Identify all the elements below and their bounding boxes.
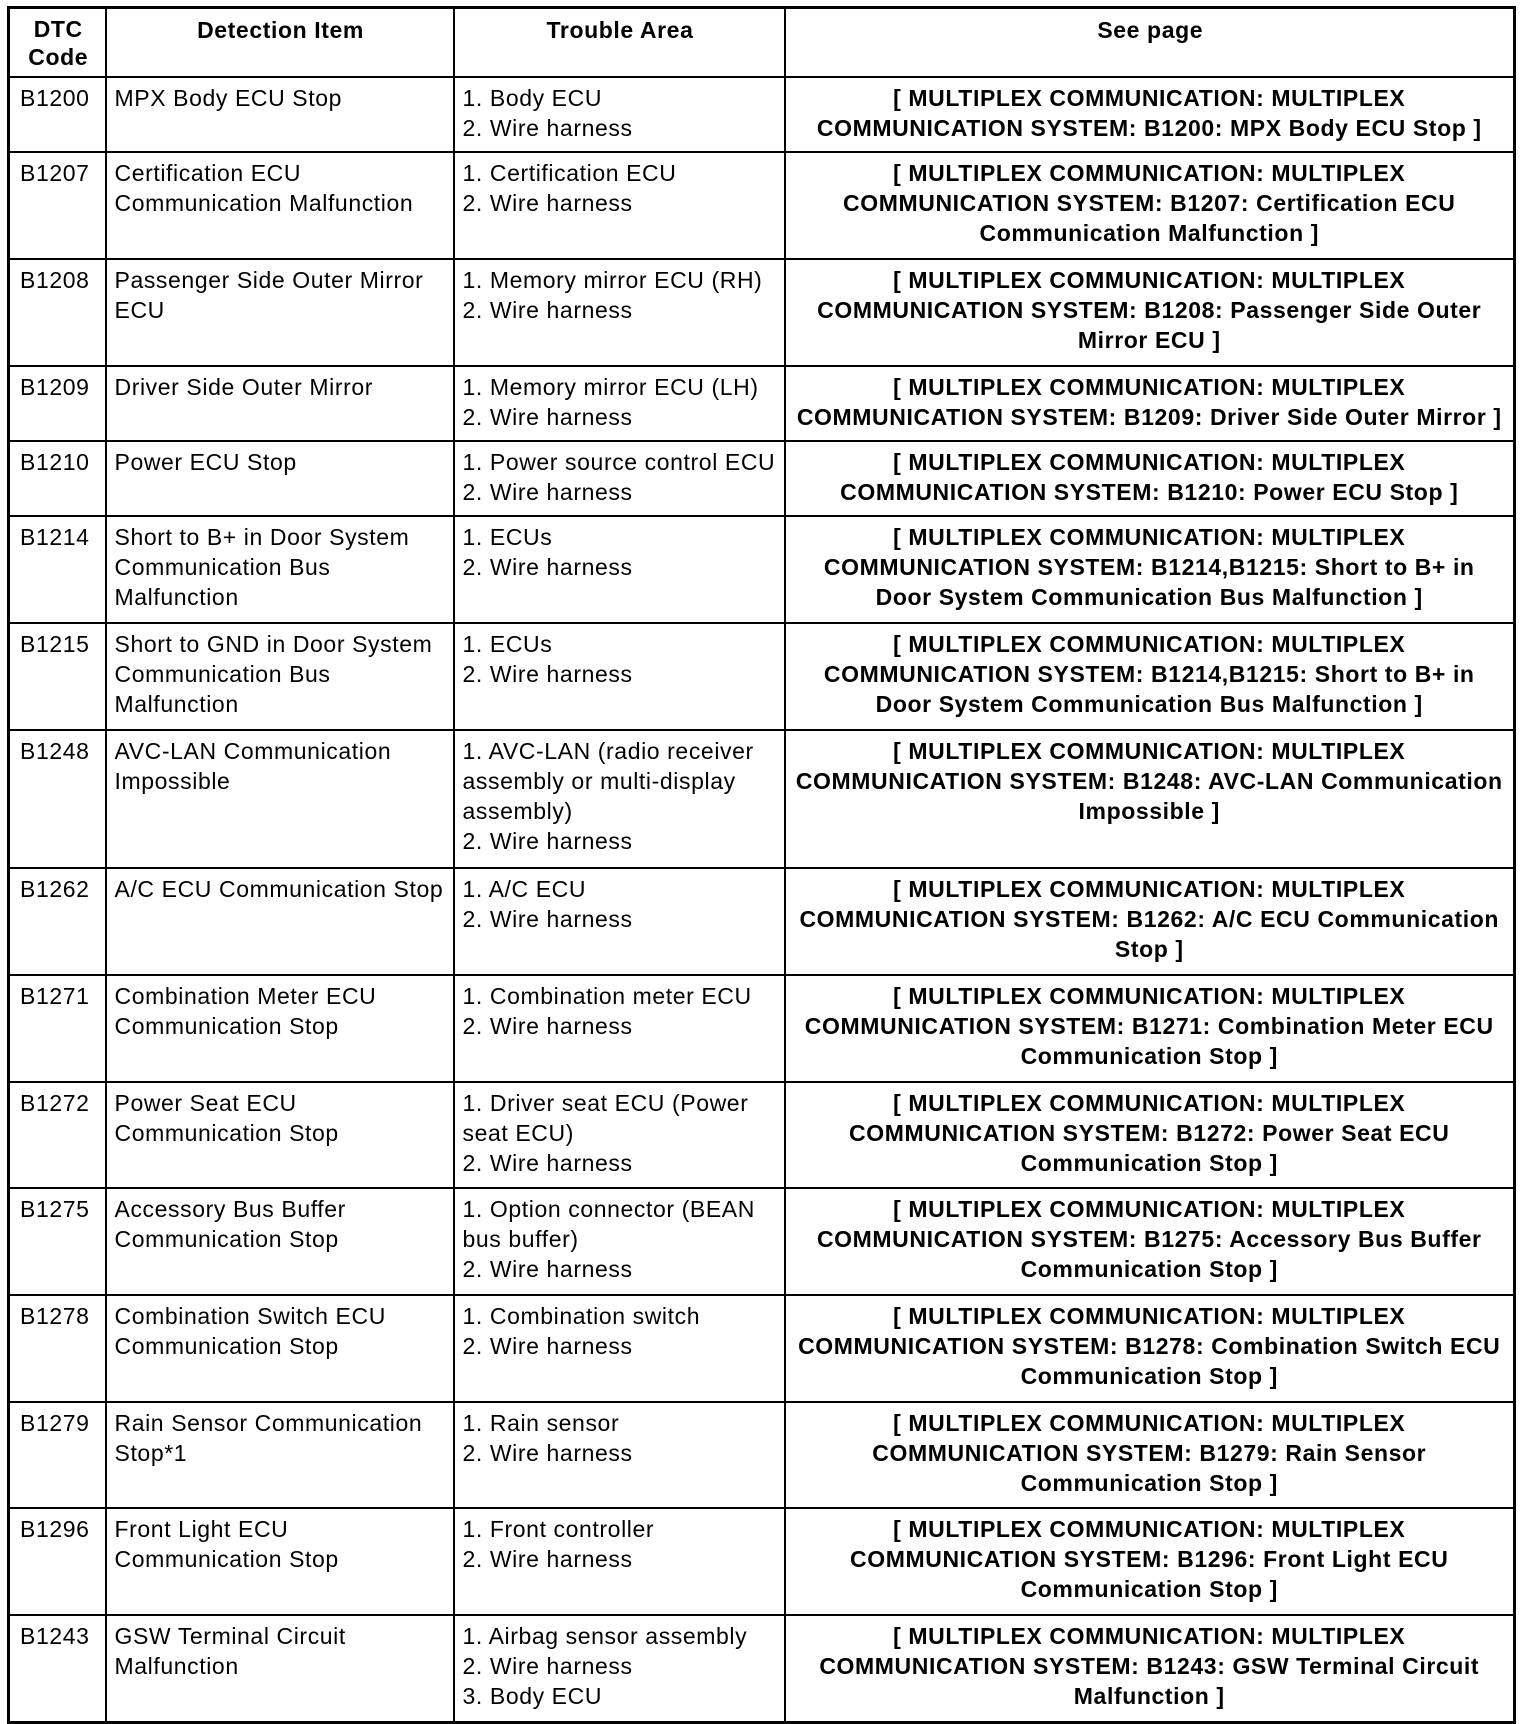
trouble-area-cell <box>454 1082 785 1189</box>
dtc-code-cell: B1210 <box>9 441 106 516</box>
see-page-link[interactable]: [ MULTIPLEX COMMUNICATION: MULTIPLEX COMMUNICATION SYSTEM: B1208: Passenger Side Outer Mirror ECU ] <box>785 259 1515 366</box>
detection-item-cell: Accessory Bus Buffer Communication Stop <box>106 1188 454 1295</box>
table-row <box>9 1082 1515 1189</box>
header-see-page: See page <box>785 8 1515 78</box>
trouble-area-line: 1. A/C ECU <box>462 876 587 903</box>
trouble-area-line: 1. Driver seat ECU (Power seat ECU) <box>462 1089 749 1146</box>
trouble-area-line: 1. Body ECU <box>462 85 603 111</box>
trouble-area-line: 3. Body ECU <box>462 1683 603 1710</box>
dtc-code-cell: B1207 <box>9 152 106 259</box>
see-page-link[interactable]: [ MULTIPLEX COMMUNICATION: MULTIPLEX COMMUNICATION SYSTEM: B1271: Combination Meter ECU Communication Stop ] <box>785 975 1515 1082</box>
detection-item-cell: Combination Switch ECU Communication Stop <box>106 1295 454 1402</box>
trouble-area-line: 2. Wire harness <box>462 906 633 933</box>
trouble-area-cell <box>454 1615 785 1722</box>
dtc-code-cell: B1248 <box>9 730 106 868</box>
dtc-code-cell: B1200 <box>9 77 106 152</box>
trouble-area-line: 1. AVC-LAN (radio receiver assembly or multi-display assembly) <box>462 737 754 824</box>
see-page-link[interactable]: [ MULTIPLEX COMMUNICATION: MULTIPLEX COMMUNICATION SYSTEM: B1262: A/C ECU Communication Stop ] <box>785 868 1515 975</box>
detection-item-cell: Certification ECU Communication Malfunction <box>106 152 454 259</box>
trouble-area-line: 1. Memory mirror ECU (LH) <box>462 373 759 400</box>
table-row <box>9 152 1515 259</box>
dtc-code-cell: B1262 <box>9 868 106 975</box>
trouble-area-cell <box>454 868 785 975</box>
dtc-code-cell: B1296 <box>9 1508 106 1615</box>
see-page-link[interactable]: [ MULTIPLEX COMMUNICATION: MULTIPLEX COMMUNICATION SYSTEM: B1272: Power Seat ECU Communication Stop ] <box>785 1082 1515 1189</box>
table-row <box>9 975 1515 1082</box>
trouble-area-line: 2. Wire harness <box>462 1653 633 1680</box>
detection-item-cell: Rain Sensor Communication Stop*1 <box>106 1402 454 1509</box>
detection-item-cell: Short to B+ in Door System Communication Bus Malfunction <box>106 516 454 623</box>
trouble-area-line: 2. Wire harness <box>462 1332 633 1359</box>
header-row <box>9 8 1515 78</box>
trouble-area-line: 1. Combination meter ECU <box>462 982 752 1009</box>
trouble-area-line: 1. Option connector (BEAN bus buffer) <box>462 1196 755 1253</box>
trouble-area-line: 1. Power source control ECU <box>462 449 776 476</box>
trouble-area-line: 1. Memory mirror ECU (RH) <box>462 267 763 294</box>
trouble-area-line: 2. Wire harness <box>462 1439 633 1466</box>
trouble-area-line: 2. Wire harness <box>462 1149 633 1176</box>
table-body <box>9 77 1515 1723</box>
trouble-area-cell <box>454 1188 785 1295</box>
trouble-area-cell <box>454 259 785 366</box>
trouble-area-cell <box>454 1295 785 1402</box>
table-row <box>9 730 1515 868</box>
dtc-code-cell: B1279 <box>9 1402 106 1509</box>
dtc-code-cell: B1275 <box>9 1188 106 1295</box>
detection-item-cell: Passenger Side Outer Mirror ECU <box>106 259 454 366</box>
table-row <box>9 1295 1515 1402</box>
detection-item-cell: AVC-LAN Communication Impossible <box>106 730 454 868</box>
trouble-area-line: 1. Rain sensor <box>462 1409 620 1436</box>
trouble-area-cell <box>454 441 785 516</box>
detection-item-cell: Power Seat ECU Communication Stop <box>106 1082 454 1189</box>
see-page-link[interactable]: [ MULTIPLEX COMMUNICATION: MULTIPLEX COMMUNICATION SYSTEM: B1207: Certification ECU Communication Malfunction ] <box>785 152 1515 259</box>
trouble-area-line: 1. ECUs <box>462 524 553 551</box>
see-page-link[interactable]: [ MULTIPLEX COMMUNICATION: MULTIPLEX COMMUNICATION SYSTEM: B1214,B1215: Short to B+ in Door System Communication Bus Malfunction ] <box>785 516 1515 623</box>
see-page-link[interactable]: [ MULTIPLEX COMMUNICATION: MULTIPLEX COMMUNICATION SYSTEM: B1275: Accessory Bus Buffer Communication Stop ] <box>785 1188 1515 1295</box>
dtc-table <box>7 6 1516 1724</box>
table-row <box>9 441 1515 516</box>
table-row <box>9 623 1515 730</box>
table-row <box>9 1188 1515 1295</box>
trouble-area-line: 2. Wire harness <box>462 1256 633 1283</box>
trouble-area-line: 1. Certification ECU <box>462 160 677 187</box>
table-row <box>9 516 1515 623</box>
dtc-code-cell: B1209 <box>9 366 106 441</box>
trouble-area-cell <box>454 1402 785 1509</box>
dtc-code-cell: B1272 <box>9 1082 106 1189</box>
header-dtc-code: DTC Code <box>9 8 106 78</box>
trouble-area-line: 2. Wire harness <box>462 297 633 324</box>
trouble-area-line: 1. Airbag sensor assembly <box>462 1623 748 1650</box>
table-row <box>9 868 1515 975</box>
trouble-area-cell <box>454 1508 785 1615</box>
table-row <box>9 259 1515 366</box>
dtc-code-cell: B1214 <box>9 516 106 623</box>
see-page-link[interactable]: [ MULTIPLEX COMMUNICATION: MULTIPLEX COMMUNICATION SYSTEM: B1209: Driver Side Outer Mirror ] <box>785 366 1515 441</box>
trouble-area-cell <box>454 516 785 623</box>
table-row <box>9 1402 1515 1509</box>
see-page-link[interactable]: [ MULTIPLEX COMMUNICATION: MULTIPLEX COMMUNICATION SYSTEM: B1214,B1215: Short to B+ in Door System Communication Bus Malfunction ] <box>785 623 1515 730</box>
detection-item-cell: Driver Side Outer Mirror <box>106 366 454 441</box>
see-page-link[interactable]: [ MULTIPLEX COMMUNICATION: MULTIPLEX COMMUNICATION SYSTEM: B1296: Front Light ECU Communication Stop ] <box>785 1508 1515 1615</box>
trouble-area-line: 2. Wire harness <box>462 403 633 430</box>
trouble-area-line: 2. Wire harness <box>462 190 633 217</box>
trouble-area-line: 1. Combination switch <box>462 1302 701 1329</box>
trouble-area-line: 2. Wire harness <box>462 554 633 581</box>
see-page-link[interactable]: [ MULTIPLEX COMMUNICATION: MULTIPLEX COMMUNICATION SYSTEM: B1200: MPX Body ECU Stop ] <box>785 77 1515 152</box>
trouble-area-line: 2. Wire harness <box>462 827 633 854</box>
detection-item-cell: GSW Terminal Circuit Malfunction <box>106 1615 454 1722</box>
header-detection-item: Detection Item <box>106 8 454 78</box>
trouble-area-line: 1. Front controller <box>462 1516 655 1543</box>
detection-item-cell: MPX Body ECU Stop <box>106 77 454 152</box>
dtc-code-cell: B1271 <box>9 975 106 1082</box>
detection-item-cell: A/C ECU Communication Stop <box>106 868 454 975</box>
trouble-area-cell <box>454 623 785 730</box>
table-row <box>9 77 1515 152</box>
trouble-area-line: 2. Wire harness <box>462 661 633 688</box>
trouble-area-line: 2. Wire harness <box>462 479 633 506</box>
dtc-code-cell: B1243 <box>9 1615 106 1722</box>
dtc-code-cell: B1208 <box>9 259 106 366</box>
table-row <box>9 1615 1515 1722</box>
table-row <box>9 366 1515 441</box>
see-page-link[interactable]: [ MULTIPLEX COMMUNICATION: MULTIPLEX COMMUNICATION SYSTEM: B1243: GSW Terminal Circuit Malfunction ] <box>785 1615 1515 1722</box>
dtc-code-cell: B1278 <box>9 1295 106 1402</box>
see-page-link[interactable]: [ MULTIPLEX COMMUNICATION: MULTIPLEX COMMUNICATION SYSTEM: B1210: Power ECU Stop ] <box>785 441 1515 516</box>
trouble-area-line: 1. ECUs <box>462 631 553 658</box>
detection-item-cell: Short to GND in Door System Communication Bus Malfunction <box>106 623 454 730</box>
trouble-area-cell <box>454 77 785 152</box>
trouble-area-cell <box>454 975 785 1082</box>
detection-item-cell: Front Light ECU Communication Stop <box>106 1508 454 1615</box>
see-page-link[interactable]: [ MULTIPLEX COMMUNICATION: MULTIPLEX COMMUNICATION SYSTEM: B1279: Rain Sensor Communication Stop ] <box>785 1402 1515 1509</box>
trouble-area-line: 2. Wire harness <box>462 1546 633 1573</box>
see-page-link[interactable]: [ MULTIPLEX COMMUNICATION: MULTIPLEX COMMUNICATION SYSTEM: B1248: AVC-LAN Communication Impossible ] <box>785 730 1515 868</box>
table-row <box>9 1508 1515 1615</box>
detection-item-cell: Combination Meter ECU Communication Stop <box>106 975 454 1082</box>
trouble-area-cell <box>454 730 785 868</box>
header-trouble-area: Trouble Area <box>454 8 785 78</box>
dtc-code-cell: B1215 <box>9 623 106 730</box>
table-header <box>9 8 1515 78</box>
trouble-area-cell <box>454 152 785 259</box>
trouble-area-cell <box>454 366 785 441</box>
see-page-link[interactable]: [ MULTIPLEX COMMUNICATION: MULTIPLEX COMMUNICATION SYSTEM: B1278: Combination Switch ECU Communication Stop ] <box>785 1295 1515 1402</box>
trouble-area-line: 2. Wire harness <box>462 115 633 141</box>
detection-item-cell: Power ECU Stop <box>106 441 454 516</box>
trouble-area-line: 2. Wire harness <box>462 1012 633 1039</box>
